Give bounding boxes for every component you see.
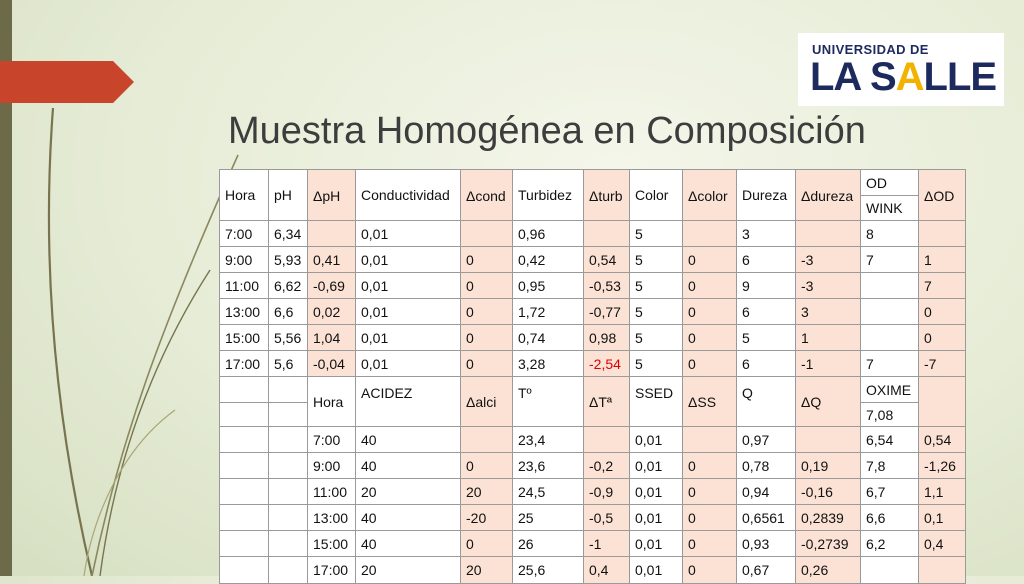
table-cell: 0,54 bbox=[584, 247, 630, 273]
table-cell: 1 bbox=[919, 247, 966, 273]
table-cell: 0,96 bbox=[513, 221, 584, 247]
table-cell: 20 bbox=[356, 479, 461, 505]
table-row bbox=[220, 557, 966, 584]
table-cell: 0 bbox=[683, 299, 737, 325]
table-cell: -0,16 bbox=[796, 479, 861, 505]
table-cell: 0 bbox=[461, 273, 513, 299]
header-subcell: WINK bbox=[861, 196, 919, 221]
table-cell: 6,62 bbox=[269, 273, 308, 299]
table-cell bbox=[796, 221, 861, 247]
table-cell bbox=[919, 221, 966, 247]
header-cell: Turbidez bbox=[513, 170, 584, 221]
table-cell bbox=[683, 427, 737, 453]
table-cell bbox=[220, 531, 269, 557]
table-cell: 3 bbox=[737, 221, 796, 247]
table-cell: 5 bbox=[630, 325, 683, 351]
table-cell: 0,1 bbox=[919, 505, 966, 531]
header-cell: Conductividad bbox=[356, 170, 461, 221]
table-cell: 5 bbox=[630, 299, 683, 325]
table-cell: 23,4 bbox=[513, 427, 584, 453]
table-cell: 5 bbox=[630, 247, 683, 273]
table-cell: -7 bbox=[919, 351, 966, 377]
table-cell: 6,54 bbox=[861, 427, 919, 453]
table-cell: 20 bbox=[461, 557, 513, 584]
table-cell: 1 bbox=[796, 325, 861, 351]
table-cell: 3,28 bbox=[513, 351, 584, 377]
table-cell: 0,01 bbox=[356, 299, 461, 325]
slide-title: Muestra Homogénea en Composición bbox=[228, 110, 866, 152]
table-cell: 1,1 bbox=[919, 479, 966, 505]
table-cell: 0,4 bbox=[584, 557, 630, 584]
table-cell: 15:00 bbox=[308, 531, 356, 557]
table-cell: 5 bbox=[630, 351, 683, 377]
table-cell: 25 bbox=[513, 505, 584, 531]
table-cell: 0 bbox=[461, 351, 513, 377]
header-cell: OD bbox=[861, 170, 919, 196]
table-cell: 0 bbox=[683, 557, 737, 584]
table-cell: 0,93 bbox=[737, 531, 796, 557]
table-cell: 7:00 bbox=[308, 427, 356, 453]
table-cell: 0,97 bbox=[737, 427, 796, 453]
table-cell bbox=[269, 427, 308, 453]
header-cell: Δalci bbox=[461, 377, 513, 427]
header-cell: Dureza bbox=[737, 170, 796, 221]
table-cell bbox=[461, 221, 513, 247]
table-cell: 6,2 bbox=[861, 531, 919, 557]
table-cell: 0,2839 bbox=[796, 505, 861, 531]
table-cell: 9:00 bbox=[308, 453, 356, 479]
table-cell: -3 bbox=[796, 273, 861, 299]
table-cell: 0,01 bbox=[630, 427, 683, 453]
table-cell: 17:00 bbox=[220, 351, 269, 377]
table-cell bbox=[269, 453, 308, 479]
table-cell: 5 bbox=[630, 221, 683, 247]
header-cell: ΔpH bbox=[308, 170, 356, 221]
table-cell bbox=[861, 299, 919, 325]
university-logo bbox=[798, 33, 1004, 106]
logo-top-text: UNIVERSIDAD DE bbox=[812, 42, 929, 57]
table-cell: 5 bbox=[737, 325, 796, 351]
table-cell: -0,04 bbox=[308, 351, 356, 377]
table-cell: 0,94 bbox=[737, 479, 796, 505]
table-cell: 6,6 bbox=[861, 505, 919, 531]
table-cell bbox=[861, 325, 919, 351]
table-cell: 0,41 bbox=[308, 247, 356, 273]
table-cell bbox=[861, 557, 919, 584]
table-cell: 17:00 bbox=[308, 557, 356, 584]
table-cell: 0,01 bbox=[630, 557, 683, 584]
table-cell: 0,01 bbox=[356, 273, 461, 299]
table-cell: 0,67 bbox=[737, 557, 796, 584]
header-cell: Δturb bbox=[584, 170, 630, 221]
table-cell bbox=[584, 221, 630, 247]
table-cell: 0 bbox=[461, 299, 513, 325]
table-cell bbox=[461, 427, 513, 453]
table-cell: 0,19 bbox=[796, 453, 861, 479]
table-cell: -3 bbox=[796, 247, 861, 273]
table-cell bbox=[220, 453, 269, 479]
table-cell: 0 bbox=[683, 273, 737, 299]
title-accent-arrow bbox=[0, 61, 134, 103]
table-cell: 23,6 bbox=[513, 453, 584, 479]
table-cell bbox=[220, 505, 269, 531]
table-cell: 40 bbox=[356, 453, 461, 479]
table-cell: -0,9 bbox=[584, 479, 630, 505]
table-cell: -2,54 bbox=[584, 351, 630, 377]
table-row bbox=[220, 531, 966, 557]
table-cell: 5,93 bbox=[269, 247, 308, 273]
table-cell: -0,2 bbox=[584, 453, 630, 479]
header-cell: Hora bbox=[220, 170, 269, 221]
table-cell: 0 bbox=[683, 453, 737, 479]
table-cell: 20 bbox=[461, 479, 513, 505]
table-cell: 1,72 bbox=[513, 299, 584, 325]
header-cell: Q bbox=[737, 377, 796, 427]
logo-main-text: LA SALLE bbox=[810, 55, 997, 99]
table-cell bbox=[683, 221, 737, 247]
table-cell: 0,95 bbox=[513, 273, 584, 299]
data-table bbox=[219, 169, 966, 584]
header-cell: Δcond bbox=[461, 170, 513, 221]
header-cell: ΔQ bbox=[796, 377, 861, 427]
header-cell: ΔSS bbox=[683, 377, 737, 427]
table-row bbox=[220, 479, 966, 505]
table-row bbox=[220, 505, 966, 531]
table-cell: 7:00 bbox=[220, 221, 269, 247]
table-cell: 0,78 bbox=[737, 453, 796, 479]
table-cell: 26 bbox=[513, 531, 584, 557]
table-cell: -0,53 bbox=[584, 273, 630, 299]
table-cell: 6 bbox=[737, 351, 796, 377]
table-cell: 0,01 bbox=[356, 221, 461, 247]
header-cell: Tº bbox=[513, 377, 584, 427]
table-cell: 0,01 bbox=[630, 453, 683, 479]
table-cell: -1,26 bbox=[919, 453, 966, 479]
table-cell: 5,6 bbox=[269, 351, 308, 377]
table-cell: 0,01 bbox=[356, 351, 461, 377]
table-row bbox=[220, 427, 966, 453]
table-cell: 7 bbox=[919, 273, 966, 299]
table-cell: -0,77 bbox=[584, 299, 630, 325]
table-cell bbox=[269, 479, 308, 505]
header-cell: Color bbox=[630, 170, 683, 221]
table-row bbox=[220, 221, 966, 247]
table-cell: 1,04 bbox=[308, 325, 356, 351]
table-cell: 0,26 bbox=[796, 557, 861, 584]
table-cell: 0,01 bbox=[630, 479, 683, 505]
table-cell: 0,01 bbox=[356, 247, 461, 273]
table-cell: 0 bbox=[461, 247, 513, 273]
table-cell: -20 bbox=[461, 505, 513, 531]
table-cell: -0,2739 bbox=[796, 531, 861, 557]
table-cell bbox=[919, 557, 966, 584]
header-cell: OXIME bbox=[861, 377, 919, 403]
table-cell: 7 bbox=[861, 351, 919, 377]
table-cell: 0,74 bbox=[513, 325, 584, 351]
header-subcell: 7,08 bbox=[861, 403, 919, 427]
table-cell: 0 bbox=[683, 247, 737, 273]
table-cell: 0,98 bbox=[584, 325, 630, 351]
header-cell: pH bbox=[269, 170, 308, 221]
table-cell bbox=[269, 505, 308, 531]
table-cell bbox=[220, 403, 269, 427]
table-cell: 0 bbox=[683, 505, 737, 531]
table-row bbox=[220, 351, 966, 377]
header-cell: ΔOD bbox=[919, 170, 966, 221]
table-cell: -0,69 bbox=[308, 273, 356, 299]
table-cell bbox=[796, 427, 861, 453]
table-cell: 3 bbox=[796, 299, 861, 325]
table-cell bbox=[269, 403, 308, 427]
table-cell bbox=[584, 427, 630, 453]
table-cell: 24,5 bbox=[513, 479, 584, 505]
table-cell: 6,7 bbox=[861, 479, 919, 505]
header-cell: ACIDEZ bbox=[356, 377, 461, 427]
table-cell: -1 bbox=[584, 531, 630, 557]
table-cell: 7,8 bbox=[861, 453, 919, 479]
table-cell: 25,6 bbox=[513, 557, 584, 584]
table-cell: 0 bbox=[683, 531, 737, 557]
table-cell bbox=[220, 479, 269, 505]
table-cell: 0,01 bbox=[630, 531, 683, 557]
table-cell: 0 bbox=[683, 325, 737, 351]
table-row bbox=[220, 247, 966, 273]
table-cell: 6,34 bbox=[269, 221, 308, 247]
table-cell: 9:00 bbox=[220, 247, 269, 273]
table-cell: 13:00 bbox=[220, 299, 269, 325]
table-cell: 5,56 bbox=[269, 325, 308, 351]
table-row bbox=[220, 325, 966, 351]
table-cell: 0,01 bbox=[356, 325, 461, 351]
table-cell: 0 bbox=[683, 351, 737, 377]
table-cell: 0,02 bbox=[308, 299, 356, 325]
table-cell bbox=[220, 377, 269, 403]
table-cell: 13:00 bbox=[308, 505, 356, 531]
table-cell: 0,6561 bbox=[737, 505, 796, 531]
table-cell: 0 bbox=[461, 453, 513, 479]
table-row bbox=[220, 299, 966, 325]
header-cell: Hora bbox=[308, 377, 356, 427]
table-cell: 11:00 bbox=[220, 273, 269, 299]
table-cell: 7 bbox=[861, 247, 919, 273]
table-cell: -1 bbox=[796, 351, 861, 377]
table-cell: 0,42 bbox=[513, 247, 584, 273]
table-cell: 15:00 bbox=[220, 325, 269, 351]
table1-header-row bbox=[220, 170, 966, 196]
table-cell bbox=[269, 377, 308, 403]
table-cell: 0 bbox=[461, 531, 513, 557]
table-cell bbox=[269, 531, 308, 557]
table-cell: 0 bbox=[461, 325, 513, 351]
table-cell: 40 bbox=[356, 505, 461, 531]
header-cell: Δcolor bbox=[683, 170, 737, 221]
table2-header-row bbox=[220, 377, 966, 403]
table-cell bbox=[919, 377, 966, 427]
table-cell: 11:00 bbox=[308, 479, 356, 505]
table-cell: 0 bbox=[919, 299, 966, 325]
table-cell bbox=[220, 557, 269, 584]
table-cell: 0,01 bbox=[630, 505, 683, 531]
table-cell: 0,54 bbox=[919, 427, 966, 453]
header-cell: SSED bbox=[630, 377, 683, 427]
table-row bbox=[220, 273, 966, 299]
table-cell: 0 bbox=[919, 325, 966, 351]
table-cell: 0,4 bbox=[919, 531, 966, 557]
header-cell: Δdureza bbox=[796, 170, 861, 221]
table-cell: 5 bbox=[630, 273, 683, 299]
table-cell: 0 bbox=[683, 479, 737, 505]
table-cell: 40 bbox=[356, 531, 461, 557]
table-cell: 20 bbox=[356, 557, 461, 584]
table-cell: 40 bbox=[356, 427, 461, 453]
table-cell: 6 bbox=[737, 299, 796, 325]
table-cell: -0,5 bbox=[584, 505, 630, 531]
table-cell: 6 bbox=[737, 247, 796, 273]
table-cell: 6,6 bbox=[269, 299, 308, 325]
table-cell bbox=[308, 221, 356, 247]
table-cell bbox=[861, 273, 919, 299]
table-cell: 8 bbox=[861, 221, 919, 247]
table-cell bbox=[269, 557, 308, 584]
table-cell bbox=[220, 427, 269, 453]
table-cell: 9 bbox=[737, 273, 796, 299]
table-row bbox=[220, 453, 966, 479]
header-cell: ΔTª bbox=[584, 377, 630, 427]
